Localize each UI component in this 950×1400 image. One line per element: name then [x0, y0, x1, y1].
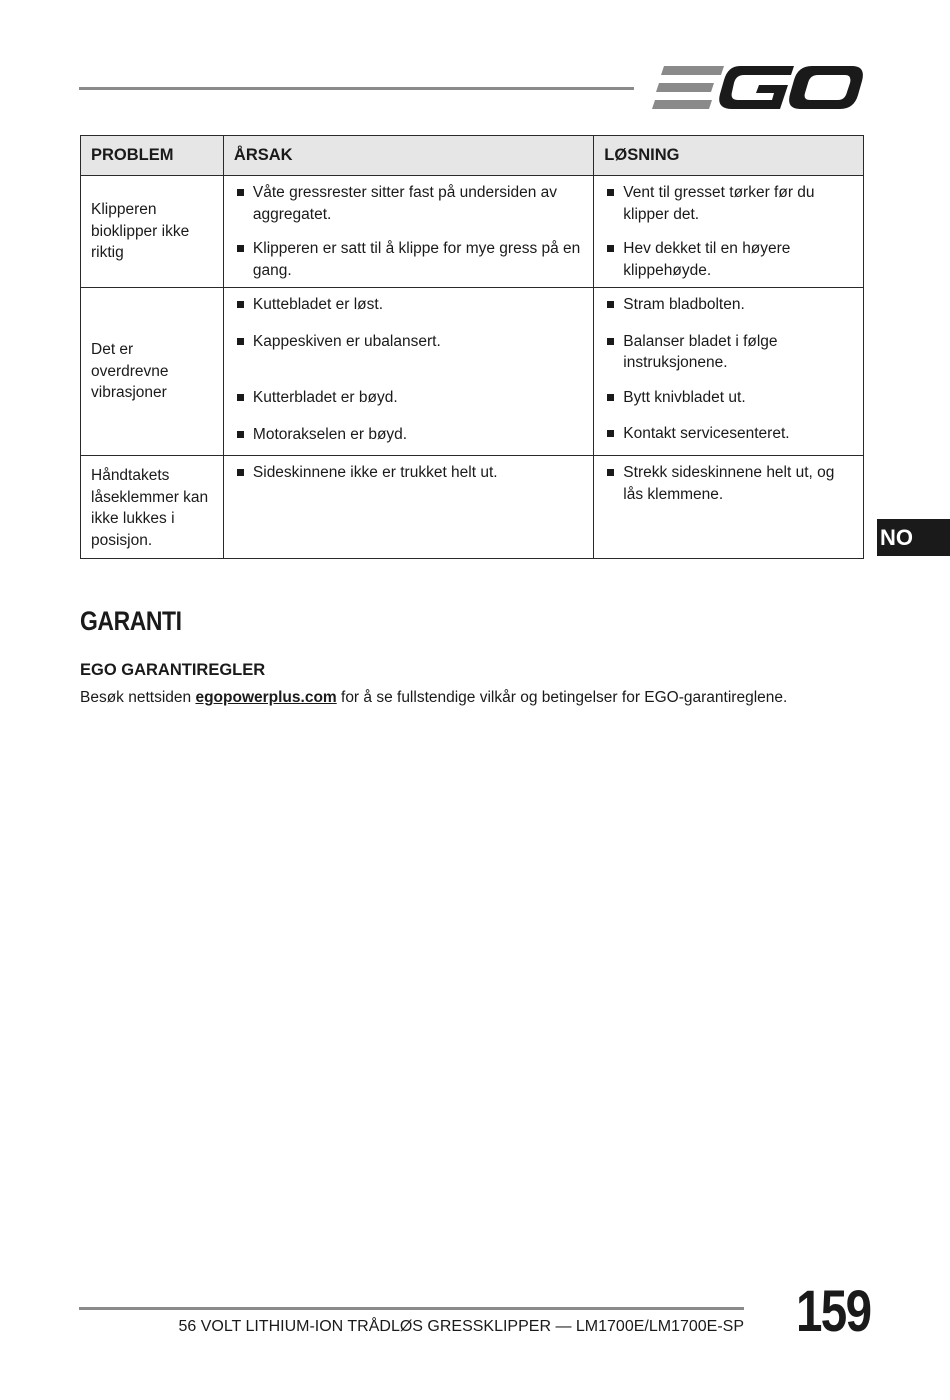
list-item: Strekk sideskinnene helt ut, og lås klemmene. [604, 462, 853, 505]
footer-rule [79, 1307, 744, 1310]
list-item: Bytt knivbladet ut. [604, 387, 853, 409]
paragraph-text-before: Besøk nettsiden [80, 689, 196, 706]
page-number: 159 [796, 1279, 871, 1344]
table-row [81, 456, 864, 559]
list-item: Hev dekket til en høyere klippehøyde. [604, 238, 853, 281]
website-link[interactable]: egopowerplus.com [195, 689, 337, 706]
section-subheading: EGO GARANTIREGLER [80, 661, 266, 679]
header-rule [79, 87, 634, 90]
list-item: Kontakt servicesenteret. [604, 423, 853, 445]
troubleshooting-table [80, 135, 864, 559]
cause-cell [223, 288, 593, 456]
list-item: Stram bladbolten. [604, 294, 853, 316]
table-row [81, 288, 864, 456]
cause-cell [223, 456, 593, 559]
table-row [81, 176, 864, 288]
header-cause: ÅRSAK [223, 136, 593, 176]
table-header-row [81, 136, 864, 176]
paragraph-text-after: for å se fullstendige vilkår og betingelser for EGO-garantireglene. [336, 689, 788, 706]
list-item: Våte gressrester sitter fast på undersiden av aggregatet. [234, 182, 583, 225]
header-problem: PROBLEM [81, 136, 224, 176]
list-item: Kuttebladet er løst. [234, 294, 583, 316]
header-solution: LØSNING [594, 136, 864, 176]
warranty-paragraph [80, 689, 787, 707]
list-item: Balanser bladet i følge instruksjonene. [604, 331, 853, 374]
list-item: Klipperen er satt til å klippe for mye gress på en gang. [234, 238, 583, 281]
section-title: GARANTI [80, 606, 182, 636]
list-item: Motorakselen er bøyd. [234, 424, 583, 446]
solution-cell [594, 288, 864, 456]
cause-cell [223, 176, 593, 288]
list-item: Vent til gresset tørker før du klipper det. [604, 182, 853, 225]
problem-cell: Håndtakets låseklemmer kan ikke lukkes i posisjon. [81, 456, 224, 559]
ego-logo [652, 64, 864, 112]
list-item: Kutterbladet er bøyd. [234, 387, 583, 409]
problem-cell: Det er overdrevne vibrasjoner [81, 288, 224, 456]
list-item: Kappeskiven er ubalansert. [234, 331, 583, 353]
solution-cell [594, 176, 864, 288]
list-item: Sideskinnene ikke er trukket helt ut. [234, 462, 583, 484]
language-tab: NO [877, 519, 950, 556]
problem-cell: Klipperen bioklipper ikke riktig [81, 176, 224, 288]
solution-cell [594, 456, 864, 559]
footer-text: 56 VOLT LITHIUM-ION TRÅDLØS GRESSKLIPPER — LM1700E/LM1700E-SP [178, 1318, 744, 1335]
